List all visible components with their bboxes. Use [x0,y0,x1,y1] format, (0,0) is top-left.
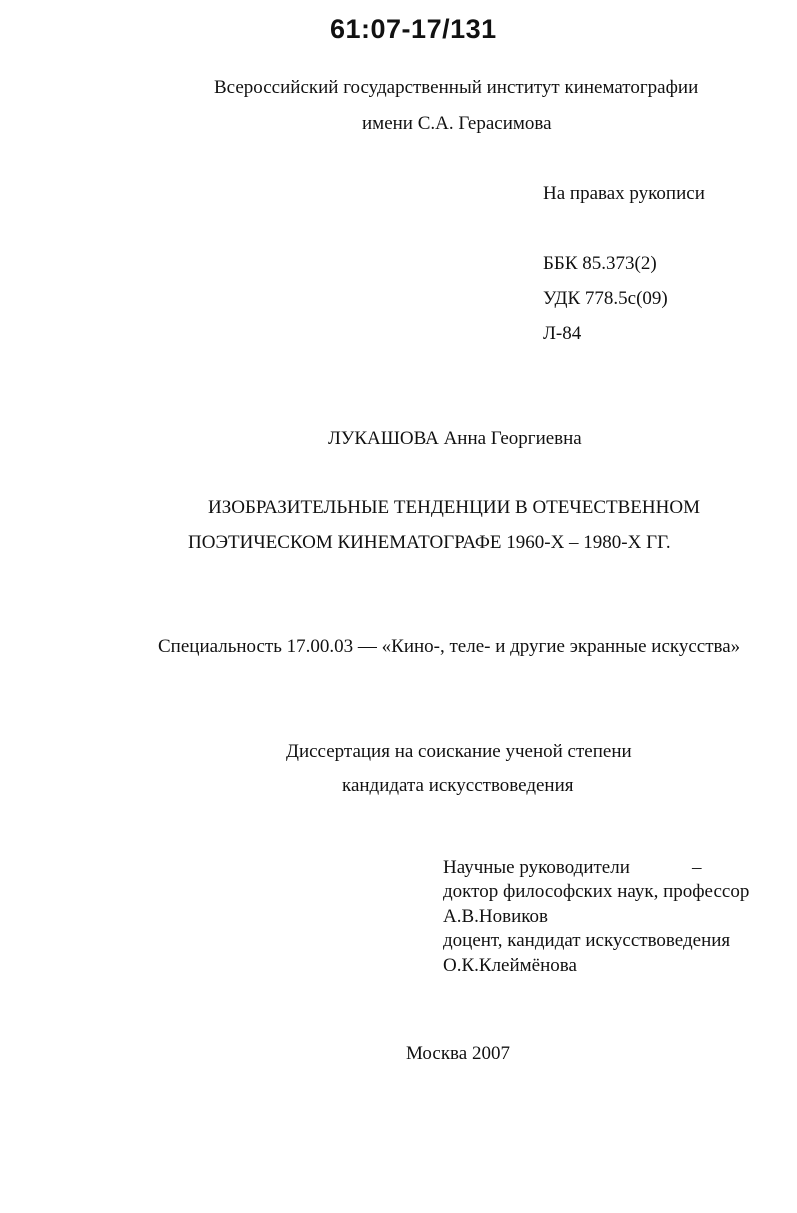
supervisor-1-name: А.В.Новиков [443,905,548,927]
thesis-title-line-2: ПОЭТИЧЕСКОМ КИНЕМАТОГРАФЕ 1960-Х – 1980-Х ГГ. [188,532,671,553]
specialty: Специальность 17.00.03 — «Кино-, теле- и другие экранные искусства» [158,636,741,657]
author-name: ЛУКАШОВА Анна Георгиевна [328,428,582,449]
institution-name-dedication: имени С.А. Герасимова [362,113,552,134]
supervisor-2-title: доцент, кандидат искусствоведения [443,930,731,952]
degree-line-2: кандидата искусствоведения [342,775,574,796]
udk-code: УДК 778.5с(09) [543,288,668,309]
supervisors-dash: – [692,857,702,878]
supervisors-heading: Научные руководители [443,857,630,878]
manuscript-note: На правах рукописи [543,183,705,204]
supervisor-1-title: доктор философских наук, профессор [443,881,750,903]
institution-name: Всероссийский государственный институт кинематографии [214,77,699,98]
supervisors-block [443,856,773,978]
bbk-code: ББК 85.373(2) [543,253,657,274]
supervisor-2-name: О.К.Клеймёнова [443,954,577,976]
author-mark: Л-84 [543,323,582,344]
thesis-title-line-1: ИЗОБРАЗИТЕЛЬНЫЕ ТЕНДЕНЦИИ В ОТЕЧЕСТВЕННОМ [208,497,700,518]
degree-line-1: Диссертация на соискание ученой степени [286,741,632,762]
registry-stamp: 61:07-17/131 [330,14,497,44]
place-year: Москва 2007 [406,1043,510,1064]
